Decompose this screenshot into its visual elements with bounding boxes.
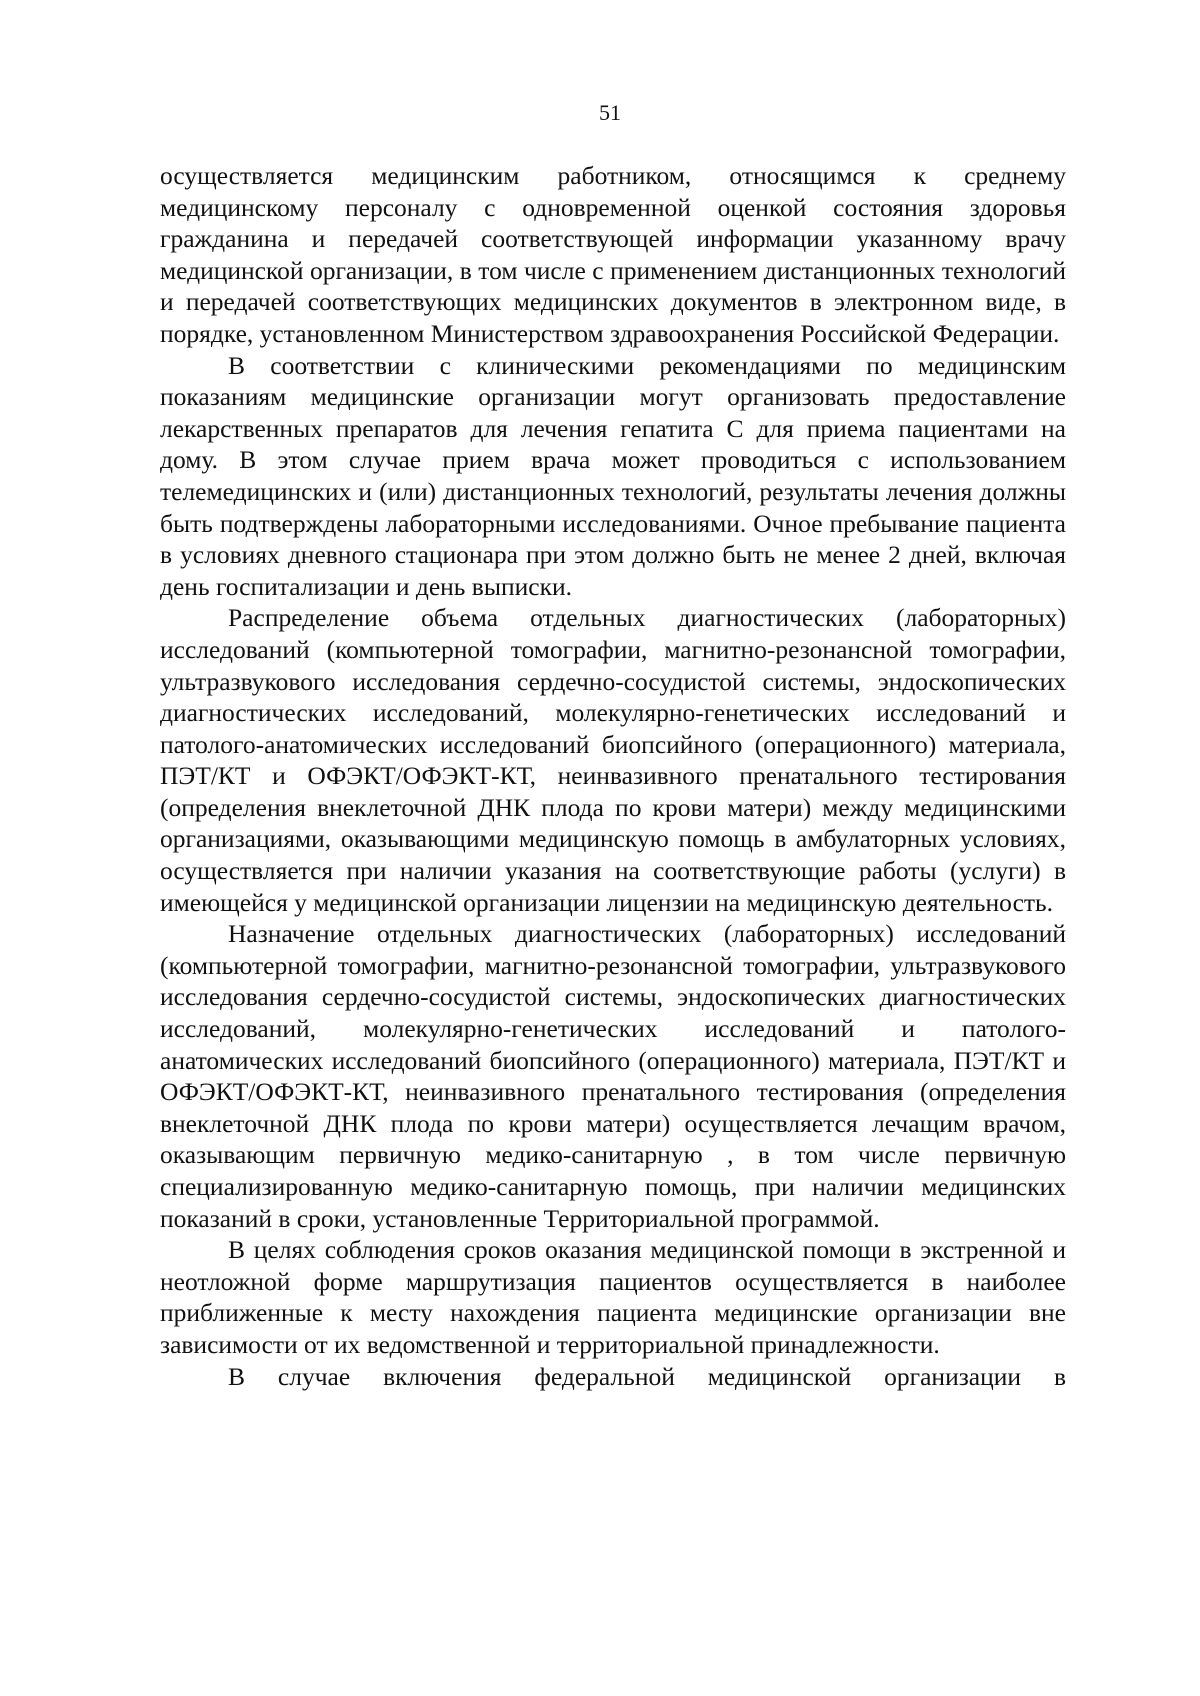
- body-text: [160, 160, 1066, 1392]
- paragraph-5: В целях соблюдения сроков оказания медицинской помощи в экстренной и неотложной форме маршрутизация пациентов осуществляется в наиболее приближенные к месту нахождения пациента медицинские организации вне зависимости от их ведомственной и территориальной принадлежности.: [160, 1235, 1066, 1359]
- paragraph-3: Распределение объема отдельных диагностических (лабораторных) исследований (компьютерной томографии, магнитно-резонансной томографии, ультразвукового исследования сердечно-сосудистой системы, эндоскопических диагностических исследований, молекулярно-генетических исследований и патолого-анатомических исследований биопсийного (операционного) материала, ПЭТ/КТ и ОФЭКТ/ОФЭКТ-КТ, неинвазивного пренатального тестирования (определения внеклеточной ДНК плода по крови матери) между медицинскими организациями, оказывающими медицинскую помощь в амбулаторных условиях, осуществляется при наличии указания на соответствующие работы (услуги) в имеющейся у медицинской организации лицензии на медицинскую деятельность.: [160, 603, 1066, 917]
- paragraph-4: Назначение отдельных диагностических (лабораторных) исследований (компьютерной томографии, магнитно-резонансной томографии, ультразвукового исследования сердечно-сосудистой системы, эндоскопических диагностических исследований, молекулярно-генетических исследований и патолого-анатомических исследований биопсийного (операционного) материала, ПЭТ/КТ и ОФЭКТ/ОФЭКТ-КТ, неинвазивного пренатального тестирования (определения внеклеточной ДНК плода по крови матери) осуществляется лечащим врачом, оказывающим первичную медико-санитарную , в том числе первичную специализированную медико-санитарную помощь, при наличии медицинских показаний в сроки, установленные Территориальной программой.: [160, 919, 1066, 1233]
- paragraph-6: В случае включения федеральной медицинской организации в: [228, 1361, 1066, 1391]
- paragraph-2: В соответствии с клиническими рекомендациями по медицинским показаниям медицинские организации могут организовать предоставление лекарственных препаратов для лечения гепатита С для приема пациентами на дому. В этом случае прием врача может проводиться с использованием телемедицинских и (или) дистанционных технологий, результаты лечения должны быть подтверждены лабораторными исследованиями. Очное пребывание пациента в условиях дневного стационара при этом должно быть не менее 2 дней, включая день госпитализации и день выписки.: [160, 350, 1066, 601]
- page-number: 51: [599, 100, 621, 125]
- paragraph-1: осуществляется медицинским работником, относящимся к среднему медицинскому персоналу с одновременной оценкой состояния здоровья гражданина и передачей соответствующей информации указанному врачу медицинской организации, в том числе с применением дистанционных технологий и передачей соответствующих медицинских документов в электронном виде, в порядке, установленном Министерством здравоохранения Российской Федерации.: [160, 161, 1066, 348]
